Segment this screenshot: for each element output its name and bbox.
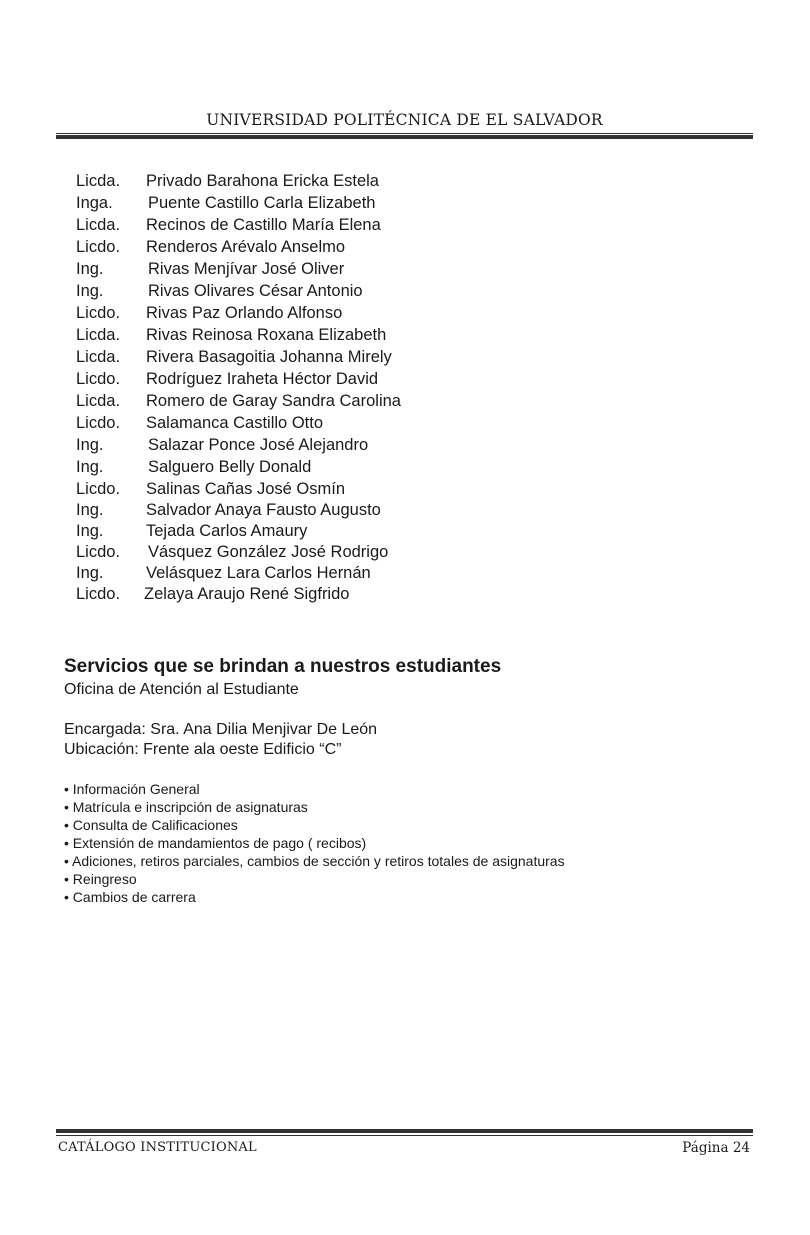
office-manager: Encargada: Sra. Ana Dilia Menjivar De León bbox=[64, 721, 378, 738]
header-rule-thick bbox=[56, 135, 753, 139]
footer-catalog-label: CATÁLOGO INSTITUCIONAL bbox=[58, 1140, 257, 1155]
list-item: • Extensión de mandamientos de pago ( recibos) bbox=[64, 835, 367, 851]
staff-name: Rivas Paz Orlando Alfonso bbox=[146, 304, 343, 322]
list-item: • Información General bbox=[64, 781, 200, 797]
staff-name: Recinos de Castillo María Elena bbox=[146, 216, 381, 234]
staff-title: Ing. bbox=[76, 458, 104, 476]
staff-title: Licda. bbox=[76, 326, 121, 344]
staff-title: Licdo. bbox=[76, 370, 121, 388]
staff-name: Rivas Olivares César Antonio bbox=[148, 282, 363, 300]
staff-name: Rodríguez Iraheta Héctor David bbox=[146, 370, 379, 388]
staff-title: Licdo. bbox=[76, 585, 121, 603]
staff-title: Ing. bbox=[76, 564, 104, 582]
staff-title: Ing. bbox=[76, 501, 104, 519]
staff-name: Vásquez González José Rodrigo bbox=[148, 543, 389, 561]
staff-name: Romero de Garay Sandra Carolina bbox=[146, 392, 401, 410]
staff-name: Rivas Menjívar José Oliver bbox=[148, 260, 345, 278]
staff-name: Salvador Anaya Fausto Augusto bbox=[146, 501, 381, 519]
list-item: • Reingreso bbox=[64, 871, 137, 887]
staff-title: Licdo. bbox=[76, 543, 121, 561]
staff-title: Licdo. bbox=[76, 238, 121, 256]
page-number: Página 24 bbox=[682, 1140, 750, 1156]
staff-title: Licdo. bbox=[76, 480, 121, 498]
staff-title: Licdo. bbox=[76, 414, 121, 432]
list-item: • Consulta de Calificaciones bbox=[64, 817, 238, 833]
staff-title: Licda. bbox=[76, 348, 121, 366]
staff-title: Licdo. bbox=[76, 304, 121, 322]
staff-name: Tejada Carlos Amaury bbox=[146, 522, 308, 540]
list-item: • Matrícula e inscripción de asignaturas bbox=[64, 799, 308, 815]
header-rule-thin bbox=[56, 133, 753, 134]
staff-name: Rivera Basagoitia Johanna Mirely bbox=[146, 348, 392, 366]
services-list bbox=[64, 780, 565, 906]
staff-title: Ing. bbox=[76, 260, 104, 278]
office-location: Ubicación: Frente ala oeste Edificio “C” bbox=[64, 741, 342, 758]
staff-name: Renderos Arévalo Anselmo bbox=[146, 238, 346, 256]
footer-rule-thick bbox=[56, 1129, 753, 1133]
staff-name: Salinas Cañas José Osmín bbox=[146, 480, 346, 498]
office-name: Oficina de Atención al Estudiante bbox=[64, 681, 299, 698]
staff-title: Licda. bbox=[76, 392, 121, 410]
staff-title: Ing. bbox=[76, 522, 104, 540]
staff-name: Zelaya Araujo René Sigfrido bbox=[144, 585, 350, 603]
staff-title: Inga. bbox=[76, 194, 113, 212]
staff-name: Salazar Ponce José Alejandro bbox=[148, 436, 369, 454]
staff-name: Puente Castillo Carla Elizabeth bbox=[148, 194, 376, 212]
staff-title: Ing. bbox=[76, 436, 104, 454]
staff-title: Licda. bbox=[76, 216, 121, 234]
staff-title: Licda. bbox=[76, 172, 121, 190]
section-heading: Servicios que se brindan a nuestros estudiantes bbox=[64, 656, 502, 677]
list-item: • Adiciones, retiros parciales, cambios de sección y retiros totales de asignaturas bbox=[64, 853, 565, 869]
staff-title: Ing. bbox=[76, 282, 104, 300]
staff-name: Salguero Belly Donald bbox=[148, 458, 312, 476]
staff-name: Salamanca Castillo Otto bbox=[146, 414, 323, 432]
staff-name: Privado Barahona Ericka Estela bbox=[146, 172, 379, 190]
list-item: • Cambios de carrera bbox=[64, 889, 196, 905]
page-header-title: UNIVERSIDAD POLITÉCNICA DE EL SALVADOR bbox=[206, 111, 603, 129]
staff-name: Velásquez Lara Carlos Hernán bbox=[146, 564, 371, 582]
staff-name: Rivas Reinosa Roxana Elizabeth bbox=[146, 326, 387, 344]
footer-rule-thin bbox=[56, 1135, 753, 1136]
